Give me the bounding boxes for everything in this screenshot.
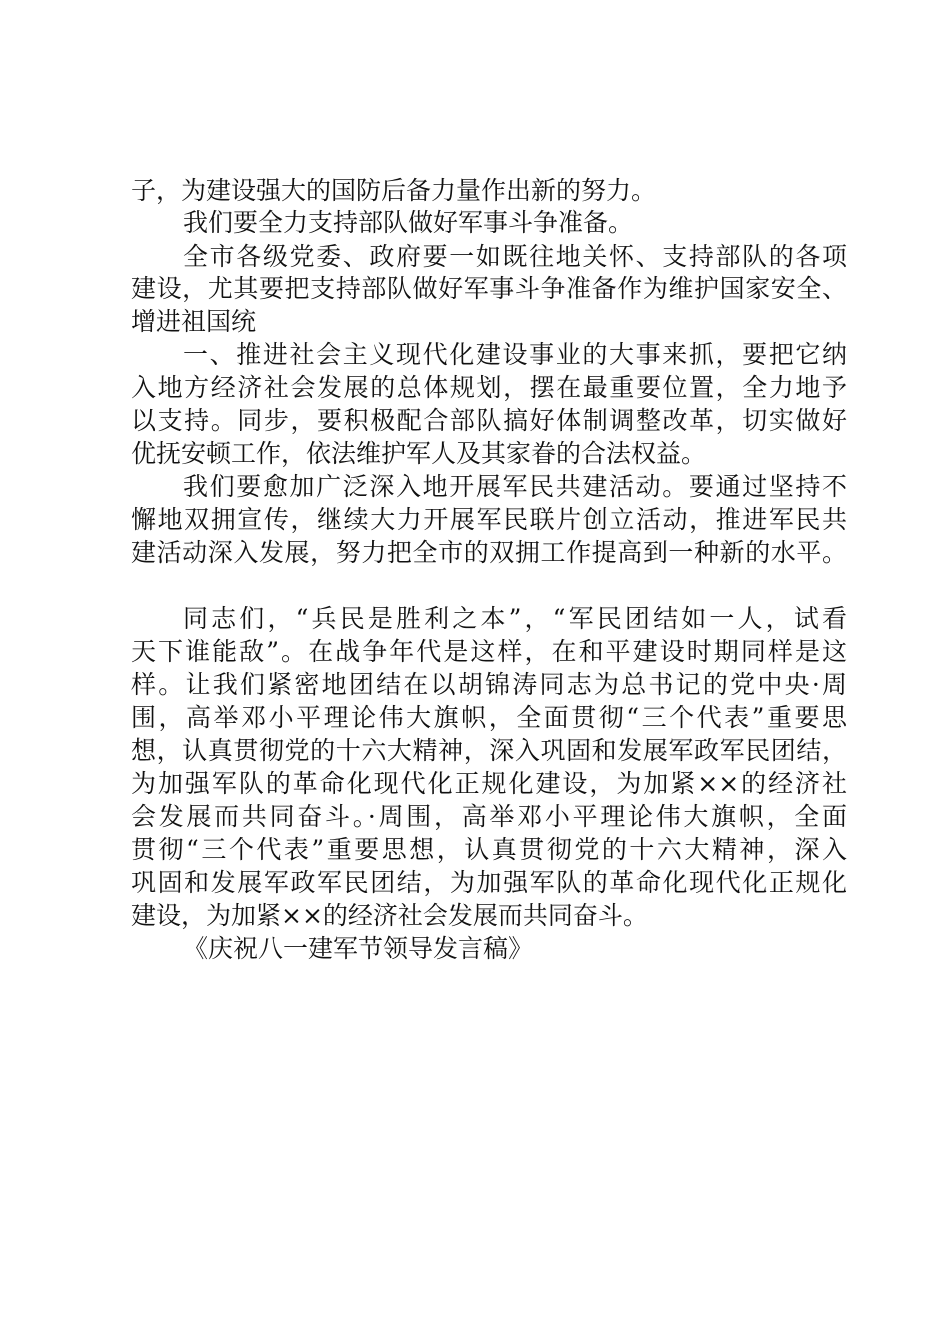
text-line: 优抚安顿工作，依法维护军人及其家眷的合法权益。 bbox=[131, 439, 707, 468]
text-line: 为加强军队的革命化现代化正规化建设，为加紧××的经济社 bbox=[131, 769, 847, 798]
text-line: 天下谁能敌”。在战争年代是这样，在和平建设时期同样是这 bbox=[131, 637, 847, 666]
text-line: 围，高举邓小平理论伟大旗帜，全面贯彻“三个代表”重要思 bbox=[131, 703, 847, 732]
text-line: 子，为建设强大的国防后备力量作出新的努力。 bbox=[131, 176, 657, 205]
text-line: 会发展而共同奋斗。·周围，高举邓小平理论伟大旗帜，全面 bbox=[131, 802, 847, 831]
text-line: 巩固和发展军政军民团结，为加强军队的革命化现代化正规化 bbox=[131, 868, 847, 897]
text-line: 一、推进社会主义现代化建设事业的大事来抓，要把它纳 bbox=[183, 340, 847, 369]
text-line: 以支持。同步，要积极配合部队搞好体制调整改革，切实做好 bbox=[131, 406, 847, 435]
text-line: 全市各级党委、政府要一如既往地关怀、支持部队的各项 bbox=[183, 242, 847, 271]
text-line: 增进祖国统 bbox=[131, 307, 257, 336]
text-line: 我们要全力支持部队做好军事斗争准备。 bbox=[183, 208, 634, 237]
text-line: 贯彻“三个代表”重要思想，认真贯彻党的十六大精神，深入 bbox=[131, 835, 847, 864]
text-line: 建设，尤其要把支持部队做好军事斗争准备作为维护国家安全、 bbox=[131, 274, 847, 303]
text-line: 懈地双拥宣传，继续大力开展军民联片创立活动，推进军民共 bbox=[131, 505, 847, 534]
text-line: 建活动深入发展，努力把全市的双拥工作提高到一种新的水平。 bbox=[131, 538, 847, 567]
text-line: 我们要愈加广泛深入地开展军民共建活动。要通过坚持不 bbox=[183, 472, 847, 501]
text-line: 入地方经济社会发展的总体规划，摆在最重要位置，全力地予 bbox=[131, 373, 847, 402]
text-line: 样。让我们紧密地团结在以胡锦涛同志为总书记的党中央·周 bbox=[131, 670, 847, 699]
text-line: 同志们，“兵民是胜利之本”，“军民团结如一人，试看 bbox=[183, 604, 847, 633]
text-line: 建设，为加紧××的经济社会发展而共同奋斗。 bbox=[131, 901, 648, 930]
text-line: 想，认真贯彻党的十六大精神，深入巩固和发展军政军民团结， bbox=[131, 736, 847, 765]
document-title-reference: 《庆祝八一建军节领导发言稿》 bbox=[183, 934, 534, 963]
